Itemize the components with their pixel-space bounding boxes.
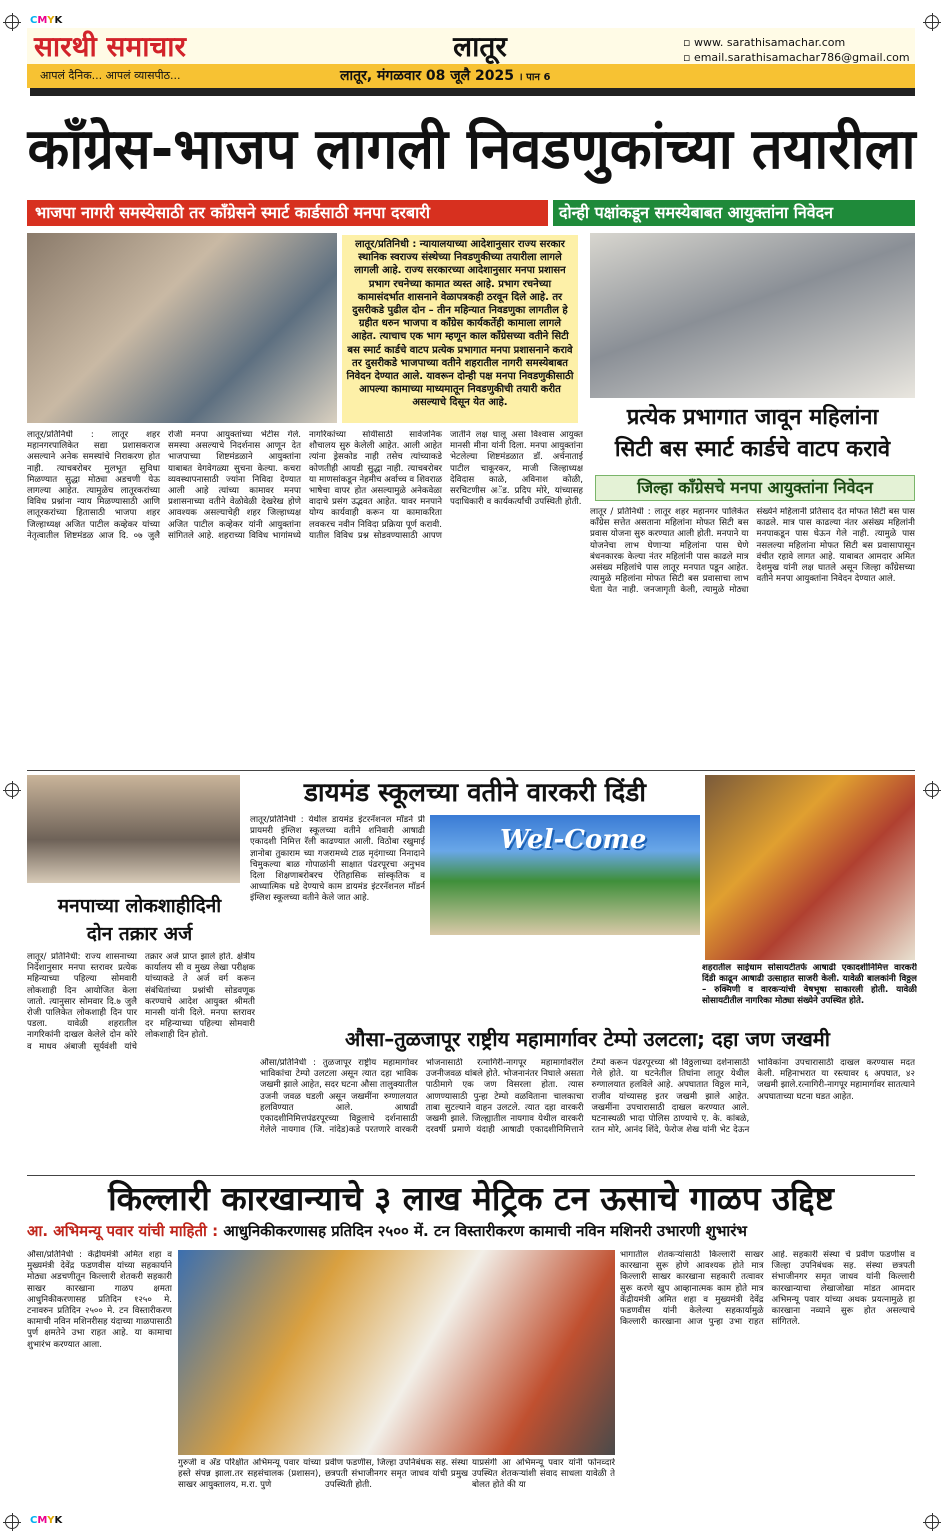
registration-mark-icon	[925, 783, 939, 797]
website-link[interactable]: www. sarathisamachar.com	[693, 36, 846, 49]
saidham-dindi-photo	[705, 775, 915, 960]
lead-summary-box: लातूर/प्रतिनिधी : न्यायालयाच्या आदेशानुसार राज्य सरकार स्थानिक स्वराज्य संस्थेच्या निवडणुकीच्या तयारीला लागले लागली आहे. राज्य सरकारच्या आदेशानुसार मनपा प्रशासन प्रभाग रचनेच्या कामात व्यस्त आहे. प्रभाग रचनेच्या कामासंदर्भात शासनाने वेळापत्रकही ठरवून दिले आहे. तर दुसरीकडे पुढील दोन – तीन महिन्यात निवडणुका लागतील हे ग्रहीत धरुन भाजपा व काँग्रेस कार्यकर्तेही कामाला लागले आहेत. त्याचाच एक भाग म्हणून काल काँग्रेसच्या वतीने सिटी बस स्मार्ट कार्डचे वाटप प्रत्येक प्रभागात मनपा प्रशासनाने करावे तर दुसरीकडे भाजपाच्या वतीने शहरातील नागरी समस्येबाबत निवेदन देण्यात आले. यावरून दोन्ही पक्ष मनपा निवडणुकीसाठी आपल्या कामाच्या माध्यमातून निवडणुकीची तयारी करीत असल्याचे दिसून येत आहे.	[342, 235, 578, 423]
bus-subheadline: जिल्हा काँग्रेसचे मनपा आयुक्तांना निवेदन	[595, 475, 915, 501]
red-subheadline: भाजपा नागरी समस्येसाठी तर काँग्रेसने स्मार्ट कार्डसाठी मनपा दरबारी	[27, 200, 548, 226]
killari-subheadline: आ. अभिमन्यू पवार यांची माहिती : आधुनिकीकरणासह प्रतिदिन २५०० में. टन विस्तारीकरण कामाची नविन मशिनरी उभारणी शुभारंभ	[27, 1222, 747, 1240]
dindi-headline: डायमंड स्कूलच्या वतीने वारकरी दिंडी	[304, 778, 646, 808]
registration-mark-icon	[925, 1515, 939, 1529]
edition-name: लातूर	[453, 30, 507, 63]
page-number: । पान 6	[518, 72, 551, 83]
registration-mark-icon	[5, 1515, 19, 1529]
registration-mark-icon	[925, 15, 939, 29]
bus-headline: प्रत्येक प्रभागात जावून महिलांना सिटी बस स्मार्ट कार्डचे वाटप करावे	[614, 405, 891, 462]
email-link[interactable]: email.sarathisamachar786@gmail.com	[693, 51, 910, 64]
divider	[27, 770, 915, 771]
saidham-caption: शहरातील साईधाम सोसायटीतर्फे आषाढी एकादशीनिमित्त वारकरी दिंडी काढून आषाढी उत्साहात साजरी केली. यावेळी बालकांनी विठ्ठल – रुक्मिणी व वारकऱ्यांची वेषभूषा साकारली होती. यावेळी सोसायटीतील नागरिका मोठ्या संख्येने उपस्थित होते.	[702, 963, 917, 1006]
lead-headline: काँग्रेस-भाजप लागली निवडणुकांच्या तयारीला	[26, 117, 916, 182]
cmyk-mark: CMYK	[30, 1515, 63, 1526]
killari-caption-3: याप्रसंगी आ अभिमन्यू पवार यांनी फोनव्दारे उपस्थित शेतकऱ्यांशी संवाद साधला यावेळी ते बोलत होते की या	[472, 1458, 615, 1491]
killari-caption-2: प्रवीण फडणीस, जिल्हा उपनिबंधक सह. संस्था छत्रपती संभाजीनगर समृत जाधव यांची प्रमुख उपस्थिती होती.	[325, 1458, 468, 1491]
killari-caption-1: गुरुजी व अँड परिक्षीत अभिमन्यू पवार यांच्या हस्ते संपन्न झाला.तर सहसंचालक (प्रशासन), साखर आयुक्तालय, म.रा. पुणे	[178, 1458, 321, 1491]
green-subheadline: दोन्ही पक्षांकडून समस्येबाबत आयुक्तांना निवेदन	[553, 200, 915, 226]
dindi-school-photo	[430, 815, 700, 935]
registration-mark-icon	[5, 783, 19, 797]
killari-body-left: औसा/प्रतिनिधी : केंद्रीयमंत्री अमित शहा व मुख्यमंत्री देवेंद्र फडणवीस यांच्या सहकार्याने मोठ्या अडचणीतून किल्लारी शेतकरी सहकारी साखर कारखाना गाळप क्षमता आधुनिकीकरणासह प्रतिदिन १२५० मे. टनावरुन प्रतिदिन २५०० मे. टन विस्तारीकरण कामाची नविन मशिनरीसह यंदाच्या गाळपासाठी पुर्ण क्षमतेने उभा राहत आहे. या कामाचा शुभारंभ करण्यात आला.	[27, 1250, 172, 1350]
bullet-icon: ▫	[683, 36, 694, 49]
cmyk-mark: CMYK	[30, 15, 63, 26]
contact-info	[683, 35, 913, 65]
divider	[27, 1175, 915, 1176]
newspaper-logo: सारथी समाचार	[34, 30, 186, 63]
bullet-icon: ▫	[683, 51, 694, 64]
bjp-delegation-photo	[27, 233, 337, 423]
killari-body-right: भागातील शेतकऱ्यांसाठी किल्लारी साखर कारखाना सुरू होणे आवश्यक होते मात्र किल्लारी साखर कारखाना सहकारी तत्वावर सुरू करणे खुप आव्हानात्मक काम होते मात्र केंद्रीयमंत्री अमित शहा व मुख्यमंत्री देवेंद्र फडणवीस यांनी केलेल्या सहकार्यामुळे किल्लारी कारखाना आज पुन्हा उभा राहत आहे. सहकारी संस्था चे प्रवीण फडणीस व जिल्हा उपनिबंधक सह. संस्था छत्रपती संभाजीनगर समृत जाधव यांनी किल्लारी कारखान्याचा लेखाजोखा मांडत आमदार अभिमन्यू पवार यांच्या अथक प्रयत्नामुळे हा कारखाना नव्याने सुरू होत असल्याचे सांगितले.	[620, 1250, 915, 1328]
lokshahi-photo	[27, 775, 240, 883]
killari-headline: किल्लारी कारखान्याचे ३ लाख मेट्रिक टन ऊसाचे गाळप उद्दिष्ट	[108, 1179, 834, 1218]
dindi-body: लातूर/प्रतिनिधी : येथील डायमंड इंटरनॅशनल मॉडर्न प्री प्रायमरी इंग्लिश स्कूलच्या वतीने शनिवारी आषाढी एकादशी निमित्त रॅली काढण्यात आली. विठोबा रखुमाई ज्ञानोबा तुकाराम च्या गजरामध्ये टाळ मृदंगाच्या निनादाने चिमुकल्या बाळ गोपाळांनी साक्षात पंढरपूरचा अनुभव दिला शिक्षणाबरोबरच ऐतिहासिक सांस्कृतिक व आध्यात्मिक धडे देण्याचे काम डायमंड इंटरनॅशनल मॉडर्न इंग्लिश स्कूलच्या वतीने केले जात आहे.	[250, 815, 425, 904]
accident-body: औसा/प्रतिनिधी : तुळजापूर राष्ट्रीय महामार्गावर भाविकांचा टेम्पो उलटला असून त्यात दहा भाविक जखमी झाले आहेत, सदर घटना औसा तालुक्यातील उजनी जवळ घडली असून जखमींना रुग्णालयात हलविण्यात आले. आषाढी एकादशीनिमित्तपंढरपूरच्या विठ्ठलाचे दर्शनासाठी गेलेले नायगाव (जि. नांदेड)कडे परतणारे वारकरी भोजनासाठी रत्नागिरी-नागपूर महामार्गावरील उजनीजवळ थांबले होते. भोजनानंतर निघाले असता पाठीमागे एक जण विसरला होता. त्यास आणण्यासाठी पुन्हा टेम्पो वळविताना चालकाचा ताबा सुटल्याने वाहन उलटले. त्यात दहा वारकरी जखमी झाले. जिल्ह्यातील नायगाव येथील वारकरी दरवर्षी प्रमाणे यंदाही आषाढी एकादशीनिमित्ताने टेम्पो करून पंढरपूरच्या श्री विठ्ठलाच्या दर्शनासाठी गेले होते. या घटनेतील तिघांना लातूर येथील रुग्णालयात हलविले आहे. अपघातात विठ्ठल माने, राजीव यांच्यासह इतर जखमी झाले आहेत. जखमींना उपचारासाठी दाखल करण्यात आले. घटनास्थळी भादा पोलिस ठाण्याचे ए. के. कांबळे, रतन मोरे, आनंद शिंदे, फेरोज शेख यांनी भेट देऊन भाविकांना उपचारासाठी दाखल करण्यास मदत केली. महिनाभरात या रस्त्यावर ६ अपघात, ४२ जखमी झाले.रत्नागिरी-नागपूर महामार्गावर सातत्याने अपघाताच्या घटना घडत आहेत.	[260, 1058, 915, 1136]
registration-mark-icon	[5, 15, 19, 29]
bus-body: लातूर / प्रतिनिधी : लातूर शहर महानगर पालिकेत काँग्रेस सत्तेत असताना महिलांना मोफत सिटी बस प्रवास योजना सुरु करण्यात आली होती. मनपाने या योजनेचा लाभ घेणाऱ्या महिलांना पास घेणे बंधनकारक केल्या नंतर महिलांनी पास काढले मात्र असंख्य महिलांचे पास लातूर मनपात पडून आहेत. त्यामुळे महिलांना मोफत सिटी बस प्रवासाचा लाभ घेता येत नाही. जनजागृती केली, त्यामुळे मोठ्या संख्येने महिलानी प्रतिसाद देत मोफत सिटी बस पास काढले. मात्र पास काढल्या नंतर असंख्य महिलांनी मनपाकडून पास घेऊन गेले नाही. त्यामुळे पास नसलल्या महिलांना मोफत सिटी बस प्रवासापासून वंचीत रहावे लागत आहे. याबाबत आमदार अमित देशमुख यांनी लक्ष घातले असून जिल्हा काँग्रेसच्या वतीने मनपा आयुक्तांना निवेदन देण्यात आले.	[590, 507, 915, 596]
tagline: आपलं दैनिक... आपलं व्यासपीठ...	[40, 69, 181, 82]
congress-delegation-photo	[590, 233, 915, 398]
lead-body: लातूर/प्रतिनिधी : लातूर शहर महानगरपालिकेत सद्या प्रशासकराज असल्याने अनेक समस्यांचे निराकरण होत नाही. त्याचबरोबर मुलभूत सुविधा मिळण्यात सुद्धा मोठ्या अडचणी येऊ लागल्या आहेत. त्यामुळेच लातूरकरांच्या विविध प्रश्नांना न्याय मिळण्यासाठी आणि लातूरकरांच्या हितासाठी भाजपा शहर जिल्हाध्यक्ष अजित पाटील कव्हेकर यांच्या नेतृत्वातील शिष्टमंडळ आज दि. ०७ जुलै रोजी मनपा आयुक्तांच्या भेटीस गेले. समस्या असल्याचे निदर्शनास आणून देत भाजपाच्या शिष्टमंडळाने आयुक्तांना याबाबत वेगवेगळ्या सुचना केल्या. कचरा व्यवस्थापनासाठी ज्यांना निविदा देण्यात आली आहे त्यांच्या कामावर मनपा प्रशासनाच्या वतीने वेळोवेळी देखरेख होणे आवश्यक असल्याचेही शहर जिल्हाध्यक्ष अजित पाटील कव्हेकर यांनी आयुक्तांना सांगितले आहे. शहराच्या विविध भागांमध्ये नागरिकांच्या सोयीसाठी सार्वजनिक शौचालय सुरु केलेली आहेत. आली आहेत त्यांना ड्रेसकोड नाही तसेच त्यांच्याकडे कोणतीही आयडी सुद्धा नाही. त्याचबरोबर या माणसांकडून नेहमीच अर्वाच्च व शिवराळ भाषेचा वापर होत असल्यामुळे अनेकवेळा वादाचे प्रसंग उद्भवत आहेत. यावर मनपाने योग्य कार्यवाही करून या कामाकरिता लवकरच नवीन निविदा प्रक्रिया पूर्ण करावी. यातील विविध प्रश्न सोडवण्यासाठी आपण जातीने लक्ष घालू असा विश्वास आयुक्त मानसी मीना यांनी दिला. मनपा आयुक्तांना भेटलेल्या शिष्टमंडळात डॉ. अर्चनाताई पाटील चाकूरकर, माजी जिल्हाध्यक्ष देविदास काळे, अविनाश कोळी, सरचिटणीस अॅड. प्रदिप मोरे, यांच्यासह पदाधिकारी व कार्यकर्त्यांची उपस्थिती होती.	[27, 430, 583, 541]
dateline: लातूर, मंगळवार 08 जूलै 2025 । पान 6	[340, 68, 551, 84]
welcome-banner-text: Wel-Come	[500, 825, 647, 855]
accident-headline: औसा–तुळजापूर राष्ट्रीय महामार्गावर टेम्पो उलटला; दहा जण जखमी	[345, 1027, 830, 1051]
killari-ceremony-photo	[178, 1250, 615, 1455]
lokshahi-headline: मनपाच्या लोकशाहीदिनी दोन तक्रार अर्ज	[57, 895, 222, 945]
lokshahi-body: लातूर/ प्रतिनिधी: राज्य शासनाच्या निर्देशानुसार मनपा स्तरावर प्रत्येक महिन्याच्या पहिल्या सोमवारी लोकशाही दिन आयोजित केला जातो. त्यानुसार सोमवार दि.७ जुलै रोजी पालिकेत लोकशाही दिन पार पडला. यावेळी शहरातील नागरिकांनी दाखल केलेले दोन कोरे व माधव अंबाजी सूर्यवंशी यांचे तक्रार अर्ज प्राप्त झाले होते. क्षेत्रीय कार्यालय सी व मुख्य लेखा परीक्षक यांच्याकडे ते अर्ज वर्ग करून संबंधितांच्या प्रश्नांची सोडवणूक करण्याचे आदेश आयुक्त श्रीमती मानसी यांनी दिले. मनपा स्तरावर दर महिन्याच्या पहिल्या सोमवारी लोकशाही दिन होतो.	[27, 952, 255, 1052]
